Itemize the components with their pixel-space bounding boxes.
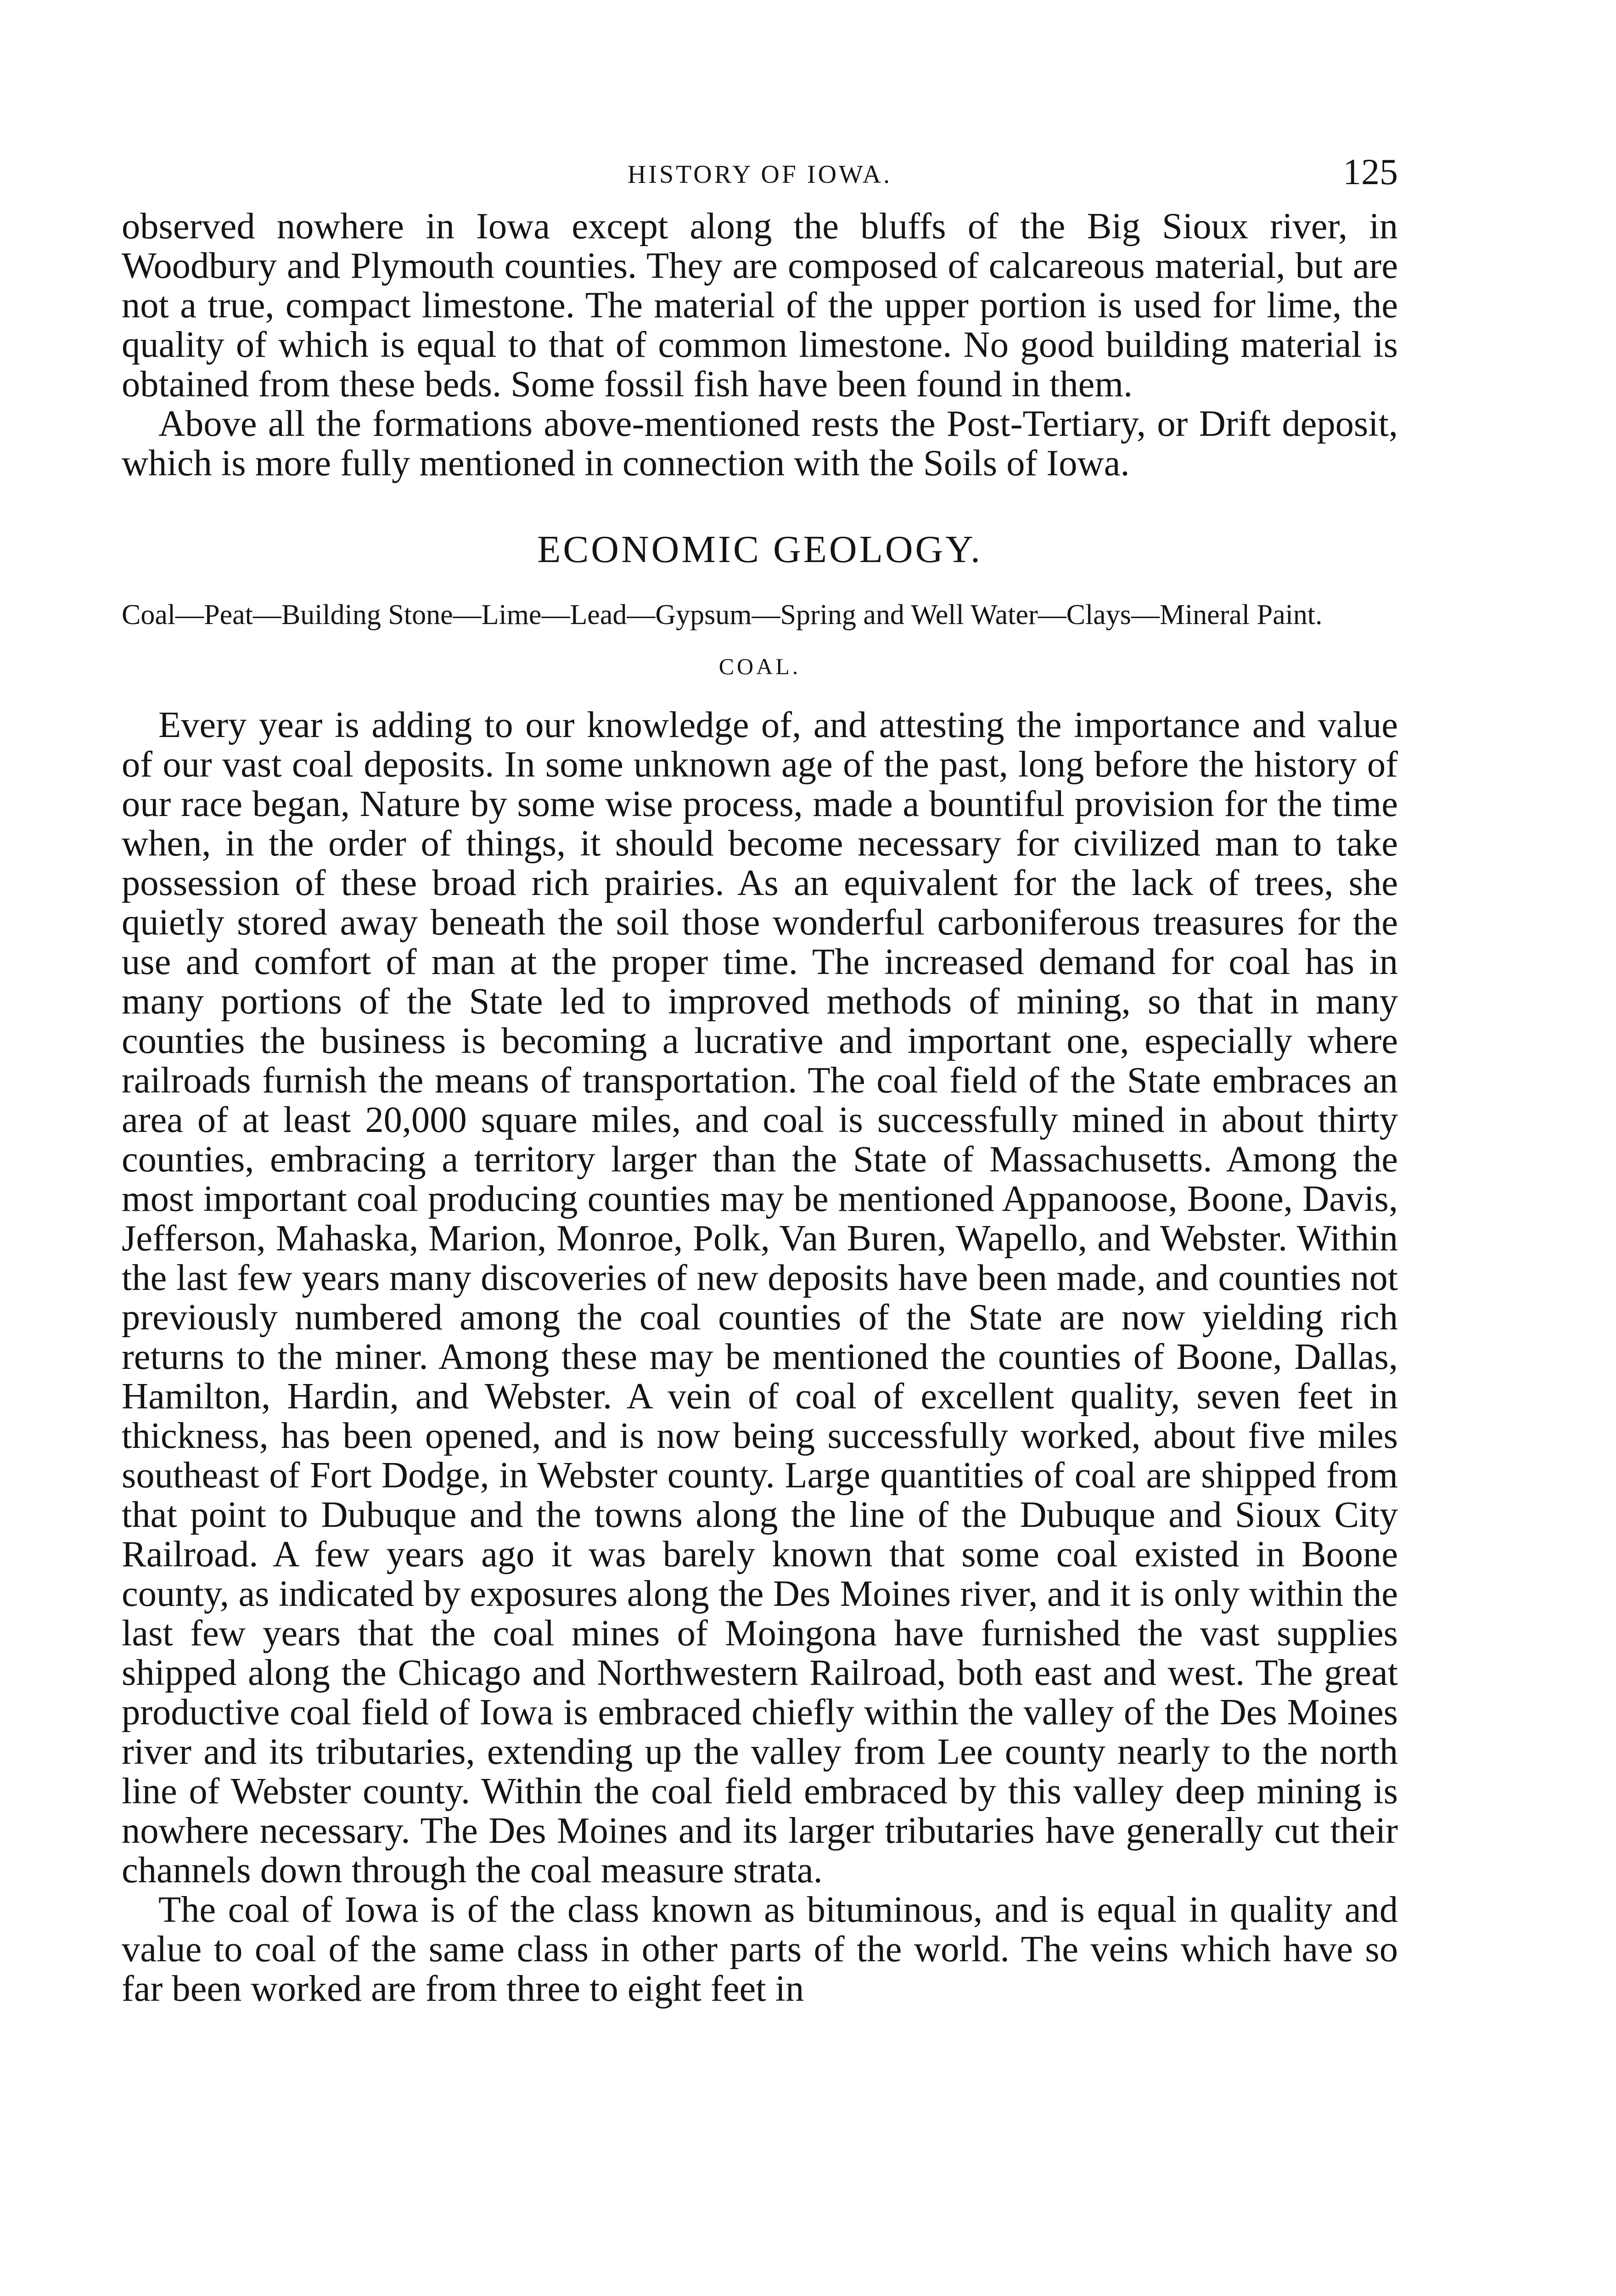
page-number: 125 (1343, 152, 1398, 192)
running-title: HISTORY OF IOWA. (627, 160, 892, 189)
running-header (122, 152, 1398, 202)
section-heading: ECONOMIC GEOLOGY. (537, 528, 983, 571)
coal-paragraph: Every year is adding to our knowledge of, and attesting the importance and value of our vast coal deposits. In some unknown age of the past, long before the history of our race began, Nature by some wise process, made a bountiful provision for the time when, in the order of things, it should become necessary for civilized man to take possession of these broad rich prairies. As an equivalent for the lack of trees, she quietly stored away beneath the soil those wonderful carboniferous treasures for the use and comfort of man at the proper time. The increased demand for coal has in many portions of the State led to improved methods of mining, so that in many counties the business is becoming a lucrative and important one, especially where railroads furnish the means of transportation. The coal field of the State embraces an area of at least 20,000 square miles, and coal is successfully mined in about thirty counties, embracing a territory larger than the State of Massachusetts. Among the most important coal producing counties may be mentioned Appanoose, Boone, Davis, Jefferson, Mahaska, Marion, Monroe, Polk, Van Buren, Wapello, and Webster. Within the last few years many discoveries of new deposits have been made, and counties not previously numbered among the coal counties of the State are now yielding rich returns to the miner. Among these may be mentioned the counties of Boone, Dallas, Hamilton, Hardin, and Webster. A vein of coal of excellent quality, seven feet in thickness, has been opened, and is now being successfully worked, about five miles southeast of Fort Dodge, in Webster county. Large quantities of coal are shipped from that point to Dubuque and the towns along the line of the Dubuque and Sioux City Railroad. A few years ago it was barely known that some coal existed in Boone county, as indicated by exposures along the Des Moines river, and it is only within the last few years that the coal mines of Moingona have furnished the vast supplies shipped along the Chicago and Northwestern Railroad, both east and west. The great productive coal field of Iowa is embraced chiefly within the valley of the Des Moines river and its tributaries, extending up the valley from Lee county nearly to the north line of Webster county. Within the coal field embraced by this valley deep mining is nowhere necessary. The Des Moines and its larger tributaries have generally cut their channels down through the coal measure strata. (122, 704, 1398, 1891)
book-page (122, 152, 1398, 2009)
coal-subheading: COAL. (718, 653, 801, 679)
section-subtopics: Coal—Peat—Building Stone—Lime—Lead—Gypsum—Spring and Well Water—Clays—Mineral Paint. (122, 599, 1323, 630)
coal-quality-paragraph: The coal of Iowa is of the class known as bituminous, and is equal in quality and value to coal of the same class in other parts of the world. The veins which have so far been worked are from three to eight feet in (122, 1889, 1398, 2009)
intro-paragraph-continued: observed nowhere in Iowa except along the bluffs of the Big Sioux river, in Woodbury and Plymouth counties. They are composed of calcareous material, but are not a true, compact limestone. The material of the upper portion is used for lime, the quality of which is equal to that of common limestone. No good building material is obtained from these beds. Some fossil fish have been found in them. (122, 206, 1398, 405)
intro-paragraph-drift: Above all the formations above-mentioned rests the Post-Tertiary, or Drift deposit, which is more fully mentioned in connection with the Soils of Iowa. (122, 403, 1398, 484)
